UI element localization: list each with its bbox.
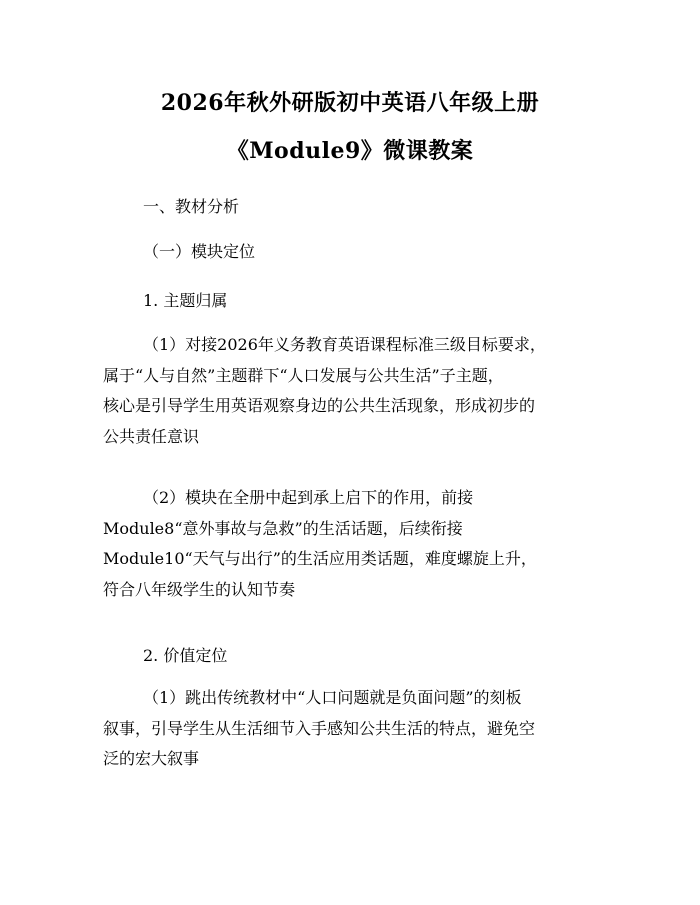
paragraph-value-1 <box>103 683 603 775</box>
paragraph-line: Module8“意外事故与急救”的生活话题，后续衔接 <box>103 518 463 538</box>
paragraph-line: 叙事，引导学生从生活细节入手感知公共生活的特点，避免空 <box>103 718 536 738</box>
paragraph-line: 符合八年级学生的认知节奏 <box>103 579 296 599</box>
section-heading-textbook-analysis: 一、教材分析 <box>143 197 240 216</box>
paragraph-line: 公共责任意识 <box>103 426 200 446</box>
paragraph-theme-2 <box>103 483 603 605</box>
paragraph-theme-1 <box>103 330 603 452</box>
subsection-heading-module-positioning: （一）模块定位 <box>143 242 256 261</box>
document-title-line-2: 《Module9》微课教案 <box>226 138 474 164</box>
paragraph-line: （1）跳出传统教材中“人口问题就是负面问题”的刻板 <box>143 688 522 707</box>
paragraph-line: （1）对接2026年义务教育英语课程标准三级目标要求， <box>143 335 546 354</box>
paragraph-line: 泛的宏大叙事 <box>103 749 200 768</box>
document-title-line-1: 2026年秋外研版初中英语八年级上册 <box>160 90 540 116</box>
paragraph-line: Module10“天气与出行”的生活应用类话题，难度螺旋上升， <box>103 549 537 568</box>
item-heading-value: 2. 价值定位 <box>143 646 228 665</box>
paragraph-line: （2）模块在全册中起到承上启下的作用，前接 <box>143 488 474 507</box>
paragraph-line: 核心是引导学生用英语观察身边的公共生活现象，形成初步的 <box>103 396 536 415</box>
item-heading-theme: 1. 主题归属 <box>143 291 228 310</box>
paragraph-line: 属于“人与自然”主题群下“人口发展与公共生活”子主题， <box>103 365 504 385</box>
